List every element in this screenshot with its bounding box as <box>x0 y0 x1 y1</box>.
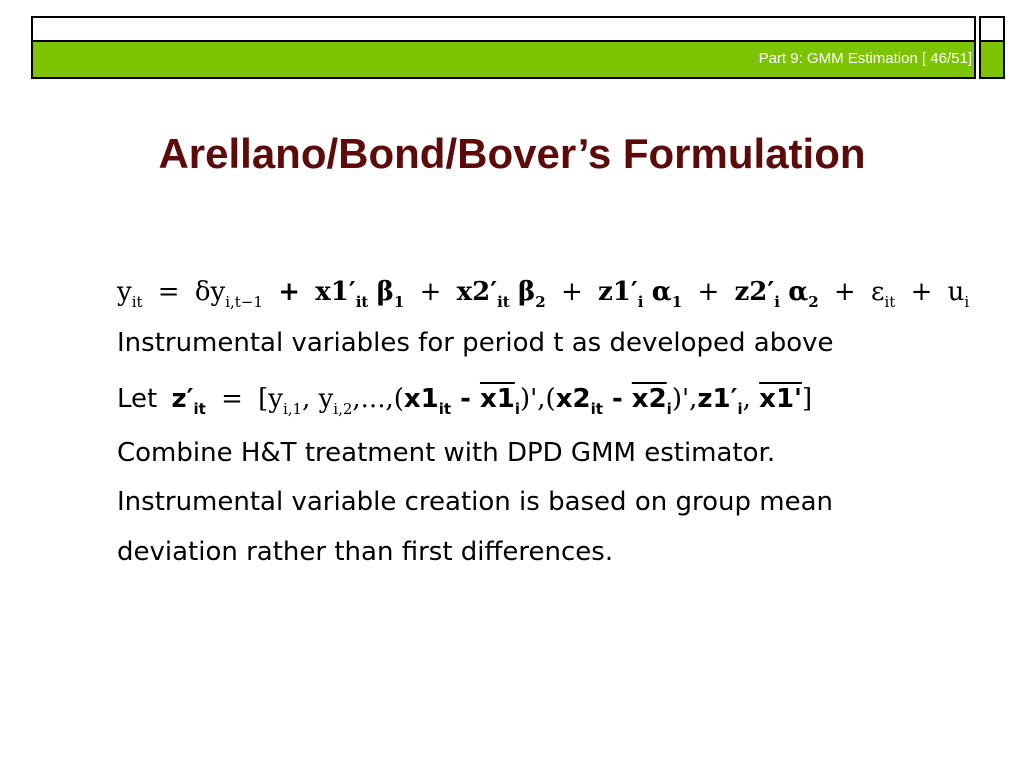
eq-z2: z2′ <box>734 277 775 307</box>
eq-sub: 2 <box>535 293 546 311</box>
eq-sub: it <box>131 293 143 311</box>
let-x1it: x1 <box>403 384 439 414</box>
eq-u: u <box>947 277 965 307</box>
let-sub: it <box>438 400 452 418</box>
eq-x2: x2′ <box>456 277 498 307</box>
eq-sub: it <box>355 293 369 311</box>
eq-sub: i,t−1 <box>225 293 263 311</box>
let-close: )', <box>671 384 698 414</box>
let-sub: it <box>193 400 206 418</box>
eq-sub: it <box>497 293 510 311</box>
body-line-instruments: Instrumental variables for period t as developed above <box>117 328 834 358</box>
eq-alpha1: α <box>651 277 672 307</box>
eq-equals: = <box>157 277 180 307</box>
let-x2it: x2 <box>555 384 591 414</box>
let-open: [y <box>258 384 283 414</box>
let-sub: i <box>666 400 672 418</box>
let-comma: , <box>742 384 760 414</box>
part-label: Part 9: GMM Estimation [ 46/51] <box>758 50 972 67</box>
let-x1bar: x1 <box>479 384 515 414</box>
let-mid: ,...,( <box>352 384 404 414</box>
eq-plus: + <box>910 277 933 307</box>
eq-plus: + <box>697 277 720 307</box>
let-end: ] <box>802 384 813 414</box>
let-comma: , y <box>302 384 334 414</box>
eq-z1: z1′ <box>598 277 638 307</box>
let-sub: i,1 <box>282 400 303 418</box>
body-line-creation: Instrumental variable creation is based on group mean <box>117 487 833 517</box>
eq-ylag: y <box>210 277 226 307</box>
eq-plus: + <box>419 277 442 307</box>
let-minus: - <box>451 384 480 414</box>
let-z1: z1′ <box>697 384 738 414</box>
eq-sub: 2 <box>808 293 819 311</box>
header-side-box-top <box>979 16 1005 42</box>
eq-sub: 1 <box>393 293 405 311</box>
model-equation <box>117 277 970 311</box>
eq-plus: + <box>833 277 856 307</box>
eq-sub: it <box>884 293 896 311</box>
eq-alpha2: α <box>788 277 809 307</box>
eq-sub: 1 <box>671 293 683 311</box>
eq-beta2: β <box>518 277 536 307</box>
body-line-combine: Combine H&T treatment with DPD GMM estimator. <box>117 438 776 468</box>
instrument-definition <box>117 384 813 418</box>
let-x1bar2: x1' <box>759 384 802 414</box>
let-equals: = <box>221 384 243 414</box>
let-z: z′ <box>171 384 194 414</box>
let-sub: i <box>514 400 520 418</box>
header-side-box <box>979 42 1005 79</box>
let-sub: i,2 <box>333 400 353 418</box>
eq-sub: i <box>637 293 644 311</box>
header-bar-top <box>31 16 976 42</box>
eq-plus: + <box>278 277 300 307</box>
eq-beta1: β <box>376 277 394 307</box>
eq-x1: x1′ <box>315 277 356 307</box>
let-minus: - <box>602 384 632 414</box>
let-sub: i <box>737 400 743 418</box>
let-close: )',( <box>520 384 556 414</box>
let-word: Let <box>117 384 158 414</box>
eq-epsilon: ε <box>870 277 885 307</box>
eq-sub: i <box>964 293 970 311</box>
body-line-deviation: deviation rather than first differences. <box>117 537 614 567</box>
eq-delta: δ <box>194 277 211 307</box>
eq-sub: i <box>774 293 780 311</box>
eq-plus: + <box>560 277 583 307</box>
let-sub: it <box>590 400 603 418</box>
slide-title: Arellano/Bond/Bover’s Formulation <box>158 130 866 177</box>
eq-y: y <box>117 277 132 307</box>
let-x2bar: x2 <box>631 384 667 414</box>
